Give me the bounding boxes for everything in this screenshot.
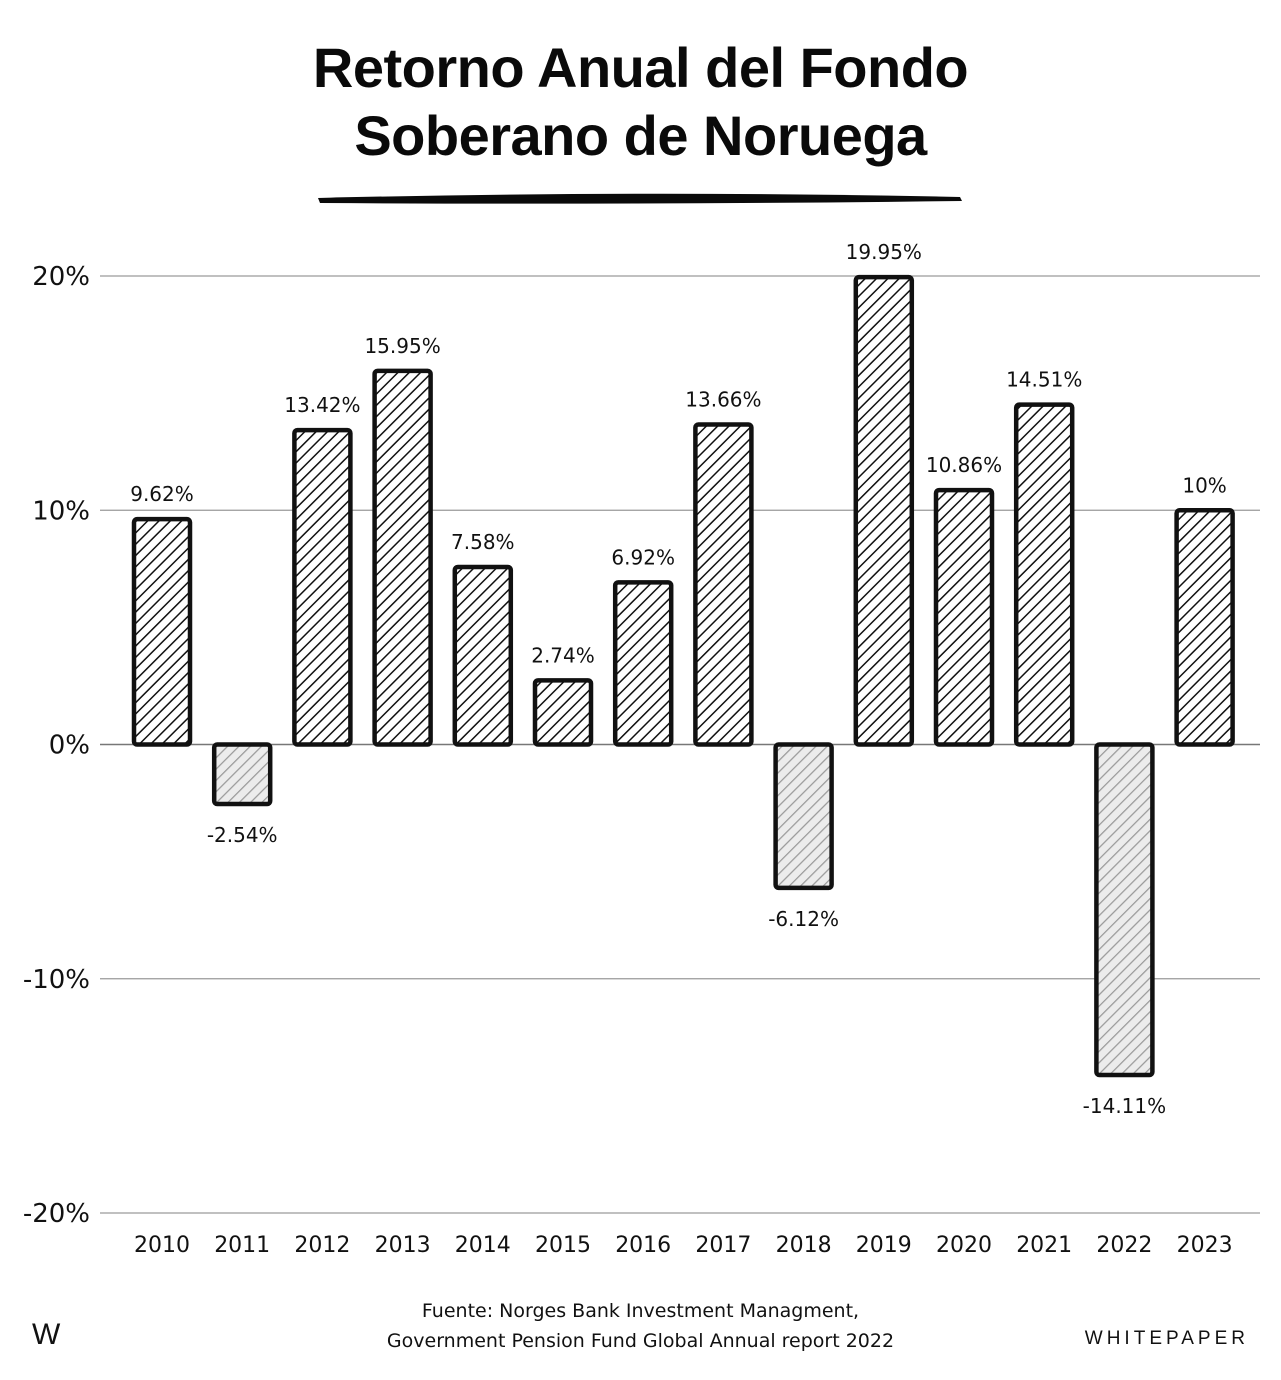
x-tick-label: 2010 <box>134 1233 190 1258</box>
bar-2016 <box>615 582 671 744</box>
data-label: -2.54% <box>206 822 278 847</box>
bar-2023 <box>1177 510 1233 744</box>
data-label: 19.95% <box>845 240 922 265</box>
bar-2010 <box>134 519 190 744</box>
bar-2011 <box>214 745 270 804</box>
brand-name: WHITEPAPER <box>1084 1328 1249 1349</box>
source-line-2: Government Pension Fund Global Annual report 2022 <box>386 1330 895 1352</box>
data-label: 13.66% <box>685 387 762 412</box>
x-tick-label: 2014 <box>454 1233 511 1258</box>
y-tick-label: 10% <box>32 496 90 527</box>
data-label: 7.58% <box>451 529 515 554</box>
w-logo: W <box>32 1318 61 1351</box>
bar-2019 <box>856 277 912 744</box>
data-label: 2.74% <box>531 643 595 668</box>
x-tick-label: 2022 <box>1096 1233 1153 1258</box>
bar-2022 <box>1096 745 1152 1076</box>
x-tick-label: 2011 <box>214 1233 271 1258</box>
x-tick-label: 2015 <box>535 1233 591 1258</box>
y-tick-label: 20% <box>32 262 90 292</box>
data-label: 9.62% <box>130 482 194 507</box>
chart-title-line-2: Soberano de Noruega <box>354 104 927 167</box>
x-tick-label: 2013 <box>374 1233 431 1258</box>
y-tick-label: 0% <box>48 730 90 761</box>
y-tick-label: -20% <box>22 1199 90 1229</box>
data-label: 10.86% <box>925 453 1003 478</box>
data-label: 10% <box>1182 473 1227 498</box>
source-line-1: Fuente: Norges Bank Investment Managment, <box>421 1300 860 1322</box>
grid-lines <box>100 276 1260 1213</box>
x-axis-tick-labels <box>134 1233 1233 1258</box>
y-axis-tick-labels <box>23 262 90 1229</box>
data-label: 6.92% <box>611 545 675 570</box>
x-tick-label: 2012 <box>294 1233 351 1258</box>
title-underline <box>318 194 962 204</box>
data-label: 15.95% <box>364 333 441 358</box>
chart-title-line-1: Retorno Anual del Fondo <box>312 36 969 99</box>
x-tick-label: 2020 <box>936 1233 992 1258</box>
x-tick-label: 2019 <box>855 1233 912 1258</box>
bar-2015 <box>535 680 591 744</box>
x-tick-label: 2021 <box>1016 1233 1073 1258</box>
x-tick-label: 2023 <box>1176 1233 1233 1258</box>
data-label: -14.11% <box>1082 1094 1167 1119</box>
y-tick-label: -10% <box>22 964 90 995</box>
x-tick-label: 2016 <box>615 1233 672 1258</box>
bar-2017 <box>695 425 751 745</box>
bar-2020 <box>936 490 992 744</box>
x-tick-label: 2017 <box>695 1233 752 1258</box>
bar-2018 <box>776 745 832 888</box>
bar-2013 <box>375 371 431 745</box>
bar-2012 <box>294 430 350 744</box>
data-label: 13.42% <box>284 393 361 418</box>
bar-2021 <box>1016 405 1072 745</box>
x-tick-label: 2018 <box>775 1233 832 1258</box>
data-label: -6.12% <box>768 906 839 931</box>
bar-2014 <box>455 567 511 745</box>
data-label: 14.51% <box>1006 367 1083 392</box>
